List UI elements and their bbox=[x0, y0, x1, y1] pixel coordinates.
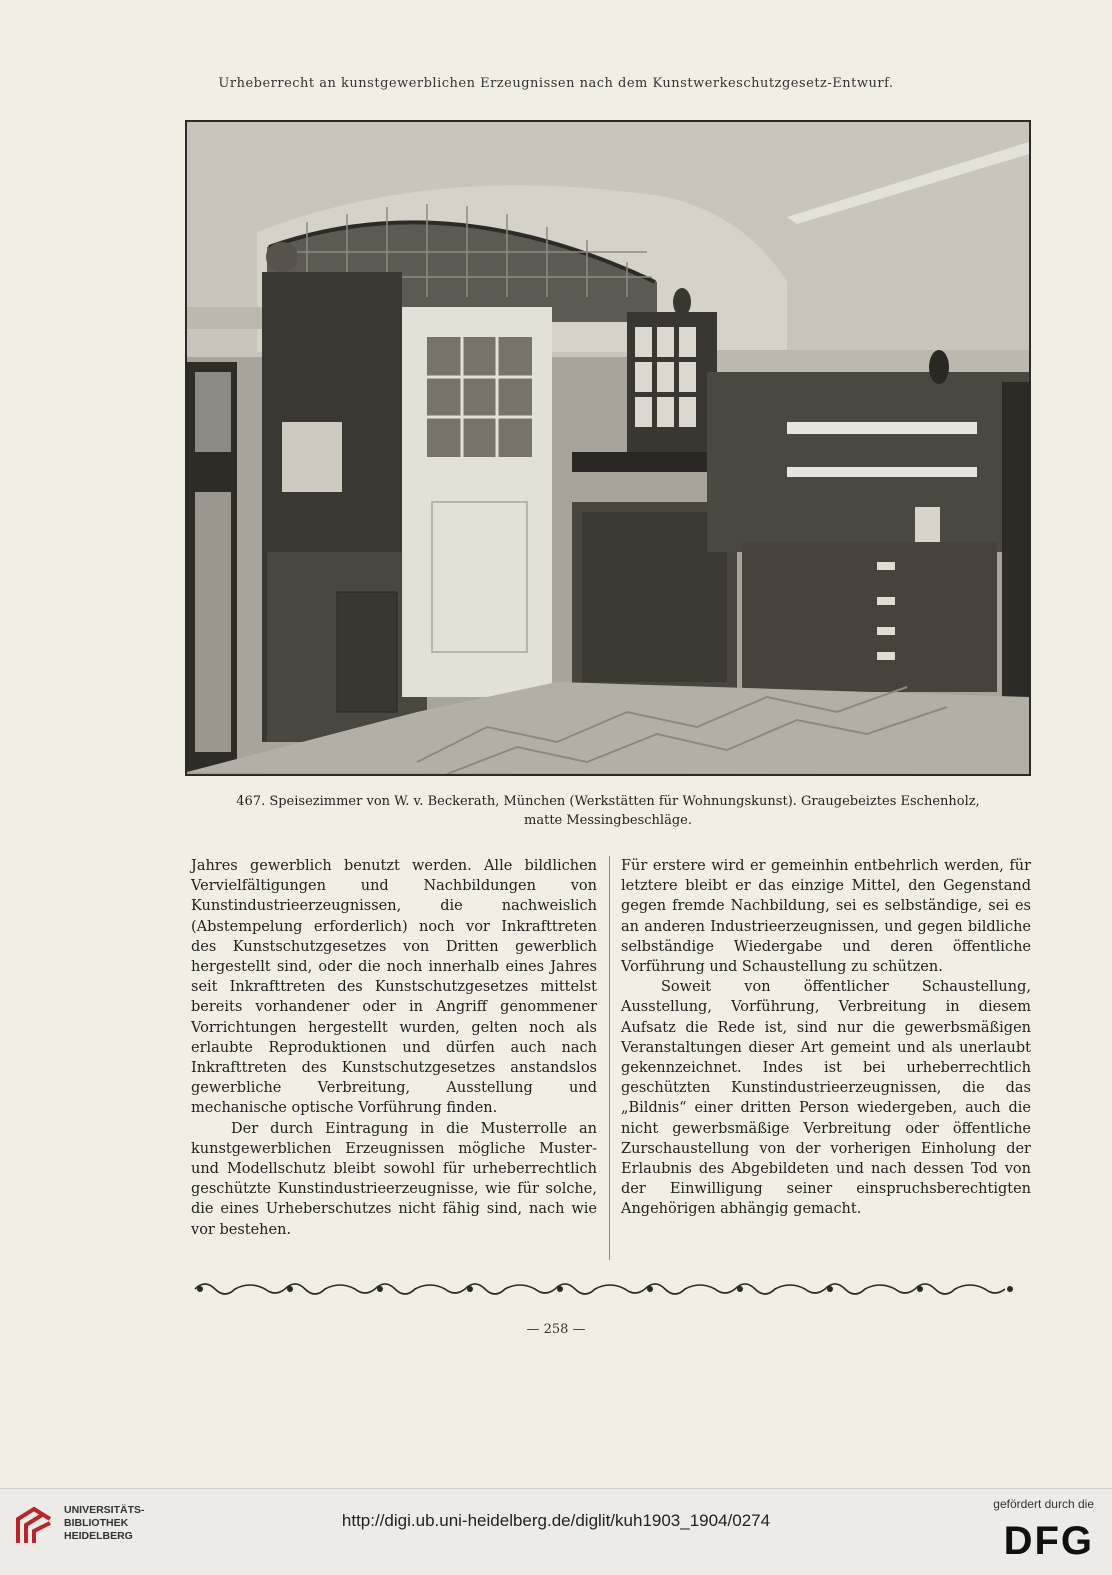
library-name: UNIVERSITÄTS- BIBLIOTHEK HEIDELBERG bbox=[64, 1504, 145, 1542]
photo-plate bbox=[185, 120, 1031, 776]
decorative-border bbox=[190, 1276, 1030, 1302]
dfg-logo: DFG bbox=[1003, 1519, 1094, 1563]
column-rule bbox=[609, 856, 610, 1260]
viewer-footer bbox=[0, 1488, 1112, 1575]
paragraph: Soweit von öffentlicher Schaustellung, Ausstellung, Vorführung, Verbreitung in diesem Aufsatz die Rede ist, sind nur die gewerbsmäßigen Veranstaltungen dieser Art gemeint und als unerlaubt gekennzeichnet. Indes ist bei urheberrechtlich geschützten Kunstindustrieerzeugnissen, die das „Bildnis“ einer dritten Person wiedergeben, auch die nicht gewerbsmäßige Verbreitung oder öffentliche Zurschaustellung von der vorherigen Einholung der Erlaubnis des Abgebildeten und nach dessen Tod von der Einwilligung seiner einspruchsberechtigten Angehörigen abhängig gemacht. bbox=[621, 979, 1031, 1218]
caption-line-2: matte Messingbeschläge. bbox=[524, 813, 692, 828]
paragraph: Der durch Eintragung in die Musterrolle an kunstgewerblichen Erzeugnissen mögliche Muster- und Modellschutz bleibt sowohl für urheberrechtlich geschützte Kunstindustrieerzeugnisse, wie für solche, die eines Urheberschutzes nicht fähig sind, nach wie vor bestehen. bbox=[191, 1120, 597, 1238]
permalink-url[interactable]: http://digi.ub.uni-heidelberg.de/diglit/kuh1903_1904/0274 bbox=[341, 1511, 771, 1530]
running-head: Urheberrecht an kunstgewerblichen Erzeugnissen nach dem Kunstwerkeschutzgesetz-Entwurf. bbox=[218, 76, 894, 91]
page-number: — 258 — bbox=[526, 1322, 586, 1337]
caption-line-1: 467. Speisezimmer von W. v. Beckerath, München (Werkstätten für Wohnungskunst). Graugebeiztes Eschenholz, bbox=[236, 794, 980, 809]
paragraph: Jahres gewerblich benutzt werden. Alle bildlichen Vervielfältigungen und Nachbildungen von Kunstindustrieerzeugnissen, die nachweislich (Abstempelung erforderlich) noch vor Inkrafttreten des Kunstschutzgesetzes von Dritten gewerblich hergestellt sind, oder die noch innerhalb eines Jahres seit Inkrafttreten des Kunstschutzgesetzes mittelst bereits vorhandener oder in Angriff genommener Vorrichtungen hergestellt wurden, gelten noch als erlaubte Reproduktionen und dürfen auch nach Inkrafttreten des Kunstschutzgesetzes anstandslos gewerbliche Verbreitung, Ausstellung und mechanische optische Vorführung finden. bbox=[191, 858, 597, 1117]
text-column-right bbox=[621, 856, 1031, 1220]
dining-room-photo bbox=[187, 122, 1029, 774]
paragraph: Für erstere wird er gemeinhin entbehrlich werden, für letztere bleibt er das einzige Mittel, den Gegenstand gegen fremde Nachbildung, sei es selbständige, sei es an anderen Industrieerzeugnissen, und gegen bildliche selbständige Wiedergabe und deren öffentliche Vorführung und Schaustellung zu schützen. bbox=[621, 858, 1031, 976]
text-column-left bbox=[191, 856, 597, 1240]
figure-caption bbox=[190, 792, 1026, 830]
funding-label: gefördert durch die bbox=[993, 1497, 1094, 1511]
